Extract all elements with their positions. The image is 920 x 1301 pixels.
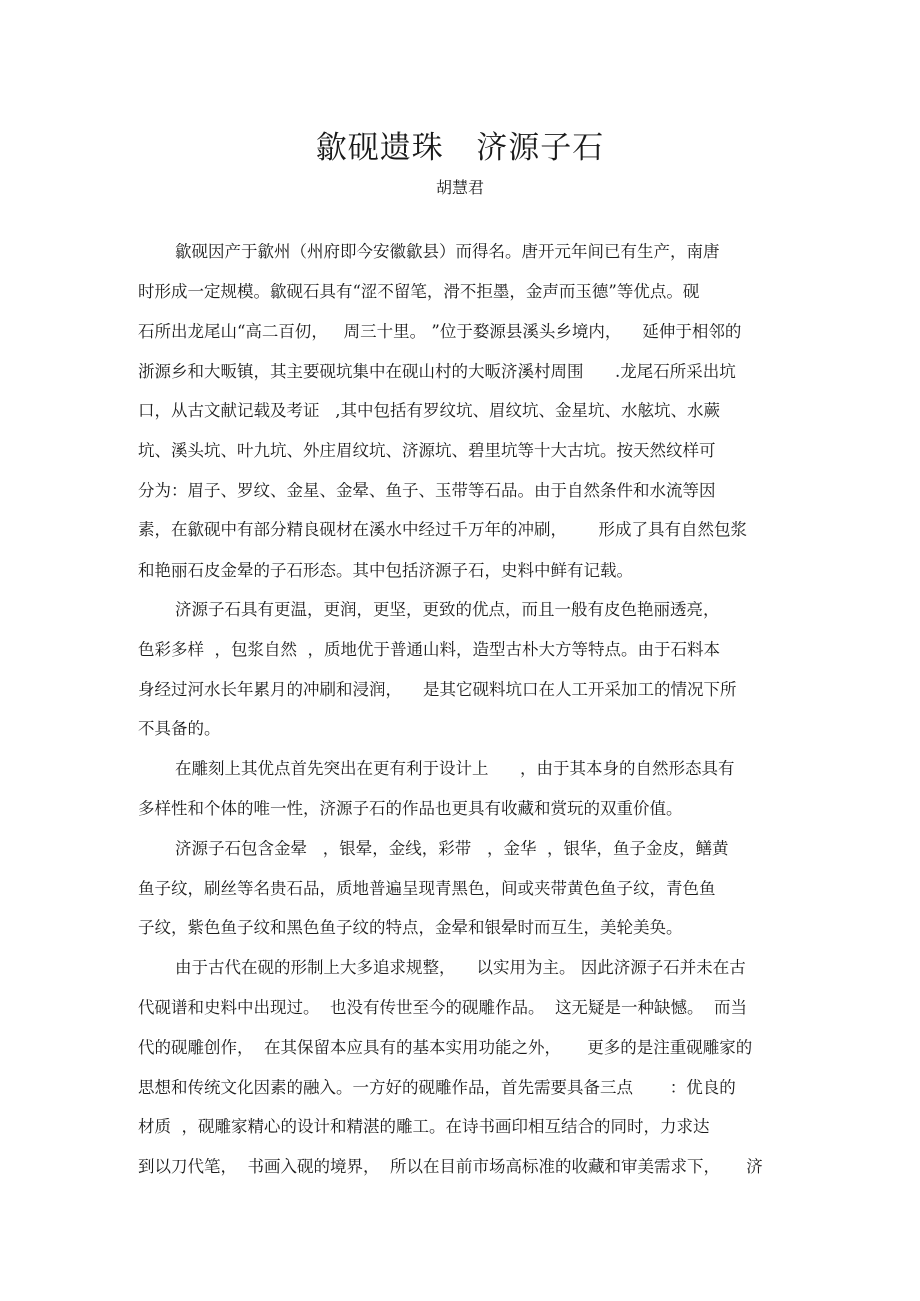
body-line: 思想和传统文化因素的融入。一方好的砚雕作品，首先需要具备三点 ：优良的 [138, 1078, 736, 1097]
body-line: 歙砚因产于歙州（州府即今安徽歙县）而得名。唐开元年间已有生产，南唐 [175, 242, 720, 261]
body-line: 时形成一定规模。歙砚石具有“涩不留笔，滑不拒墨，金声而玉德”等优点。砚 [138, 282, 700, 301]
body-line: 材质 ，砚雕家精心的设计和精湛的雕工。在诗书画印相互结合的同时，力求达 [138, 1117, 710, 1136]
body-line: 和艳丽石皮金晕的子石形态。其中包括济源子石，史料中鲜有记载。 [138, 561, 633, 580]
body-line: 子纹，紫色鱼子纹和黑色鱼子纹的特点，金晕和银晕时而互生，美轮美奂。 [138, 918, 683, 937]
body-line: 不具备的。 [138, 719, 221, 738]
body-line: 多样性和个体的唯一性，济源子石的作品也更具有收藏和赏玩的双重价值。 [138, 799, 683, 818]
body-line: 素，在歙砚中有部分精良砚材在溪水中经过千万年的冲刷， 形成了具有自然包浆 [138, 520, 747, 539]
body-line: 浙源乡和大畈镇，其主要砚坑集中在砚山村的大畈济溪村周围 .龙尾石所采出坑 [138, 362, 736, 381]
document-title: 歙砚遗珠 济源子石 [315, 130, 605, 166]
body-line: 分为：眉子、罗纹、金星、金晕、鱼子、玉带等石品。由于自然条件和水流等因 [138, 481, 716, 500]
body-line: 济源子石具有更温，更润，更坚，更致的优点，而且一般有皮色艳丽透亮， [175, 600, 720, 619]
body-line: 代的砚雕创作， 在其保留本应具有的基本实用功能之外， 更多的是注重砚雕家的 [138, 1038, 753, 1057]
body-line: 口，从古文献记载及考证 ,其中包括有罗纹坑、眉纹坑、金星坑、水舷坑、水蕨 [138, 401, 720, 420]
author-name: 胡慧君 [435, 178, 484, 197]
body-line: 代砚谱和史料中出现过。 也没有传世至今的砚雕作品。 这无疑是一种缺憾。 而当 [138, 998, 747, 1017]
body-line: 鱼子纹，刷丝等名贵石品，质地普遍呈现青黑色，间或夹带黄色鱼子纹，青色鱼 [138, 879, 716, 898]
body-line: 在雕刻上其优点首先突出在更有利于设计上 ，由于其本身的自然形态具有 [175, 759, 735, 778]
body-line: 色彩多样 ，包浆自然 ，质地优于普通山料，造型古朴大方等特点。由于石料本 [138, 640, 720, 659]
body-line: 石所出龙尾山“高二百仞， 周三十里。 ”位于婺源县溪头乡境内， 延伸于相邻的 [138, 322, 742, 341]
body-line: 到以刀代笔， 书画入砚的境界， 所以在目前市场高标准的收藏和审美需求下， 济 [138, 1157, 763, 1176]
body-line: 坑、溪头坑、叶九坑、外庄眉纹坑、济源坑、碧里坑等十大古坑。按天然纹样可 [138, 441, 716, 460]
body-line: 身经过河水长年累月的冲刷和浸润， 是其它砚料坑口在人工开采加工的情况下所 [138, 680, 737, 699]
body-line: 济源子石包含金晕 ，银晕，金线，彩带 ，金华 ，银华，鱼子金皮，鳝黄 [175, 839, 729, 858]
body-line: 由于古代在砚的形制上大多追求规整， 以实用为主。 因此济源子石并未在古 [175, 958, 746, 977]
